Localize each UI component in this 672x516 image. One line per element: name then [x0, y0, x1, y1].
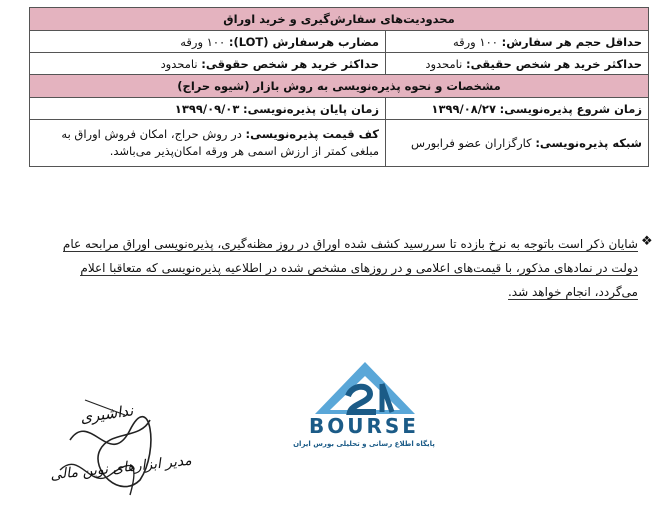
lot-label: مضارب هرسفارش (LOT):: [228, 34, 379, 49]
signature-title: مدیر ابزارهای نوین مالی: [49, 452, 193, 484]
network-value: کارگزاران عضو فرابورس: [411, 135, 532, 150]
lot-cell: [30, 31, 386, 53]
network-label: شبکه پذیره‌نویسی:: [535, 135, 642, 150]
logo-word: BOURSE: [309, 414, 419, 438]
min-order-value: ۱۰۰ ورقه: [452, 34, 498, 49]
floor-cell: [30, 120, 386, 167]
note-line-1: شایان ذکر است باتوجه به نرخ بازده تا سررسید کشف شده اوراق در روز مظنه‌گیری، پذیره‌نویسی اوراق مرابحه عام: [62, 237, 638, 251]
start-label: زمان شروع پذیره‌نویسی:: [499, 101, 642, 116]
signature-scribble-icon: [30, 380, 180, 510]
network-cell: [386, 120, 649, 167]
section1-title: محدودیت‌های سفارش‌گیری و خرید اوراق: [30, 8, 649, 31]
note-paragraph: [26, 232, 638, 304]
start-value: ۱۳۹۹/۰۸/۲۷: [431, 101, 496, 116]
note-line-3: می‌گردد، انجام خواهد شد.: [507, 285, 638, 299]
logo-subtitle: پایگاه اطلاع رسانی و تحلیلی بورس ایران: [293, 440, 435, 448]
offering-table: [29, 7, 649, 167]
min-order-label: حداقل حجم هر سفارش:: [501, 34, 642, 49]
end-cell: [30, 98, 386, 120]
max-real-value: نامحدود: [425, 56, 463, 71]
floor-label: کف قیمت پذیره‌نویسی:: [245, 127, 379, 141]
end-label: زمان پایان پذیره‌نویسی:: [243, 101, 379, 116]
max-real-cell: [386, 53, 649, 75]
max-legal-cell: [30, 53, 386, 75]
section2-title: مشخصات و نحوه پذیره‌نویسی به روش بازار (شیوه حراج): [30, 75, 649, 98]
start-cell: [386, 98, 649, 120]
min-order-cell: [386, 31, 649, 53]
lot-value: ۱۰۰ ورقه: [180, 34, 226, 49]
max-real-label: حداکثر خرید هر شخص حقیقی:: [465, 56, 642, 71]
signature-name: نداشیری: [79, 401, 135, 427]
end-value: ۱۳۹۹/۰۹/۰۳: [174, 101, 240, 116]
max-legal-label: حداکثر خرید هر شخص حقوقی:: [201, 56, 379, 71]
max-legal-value: نامحدود: [160, 56, 198, 71]
note-line-2: دولت در نمادهای مذکور، با قیمت‌های اعلامی و در روزهای مشخص شده در اطلاعیه پذیره‌نویسی که متعاقبا اعلام: [80, 261, 638, 275]
floor-value: در روش حراج، امکان فروش اوراق به مبلغی کمتر از ارزش اسمی هر ورقه امکان‌پذیر می‌باشد.: [61, 127, 379, 158]
bullet-icon: ❖: [641, 234, 653, 249]
